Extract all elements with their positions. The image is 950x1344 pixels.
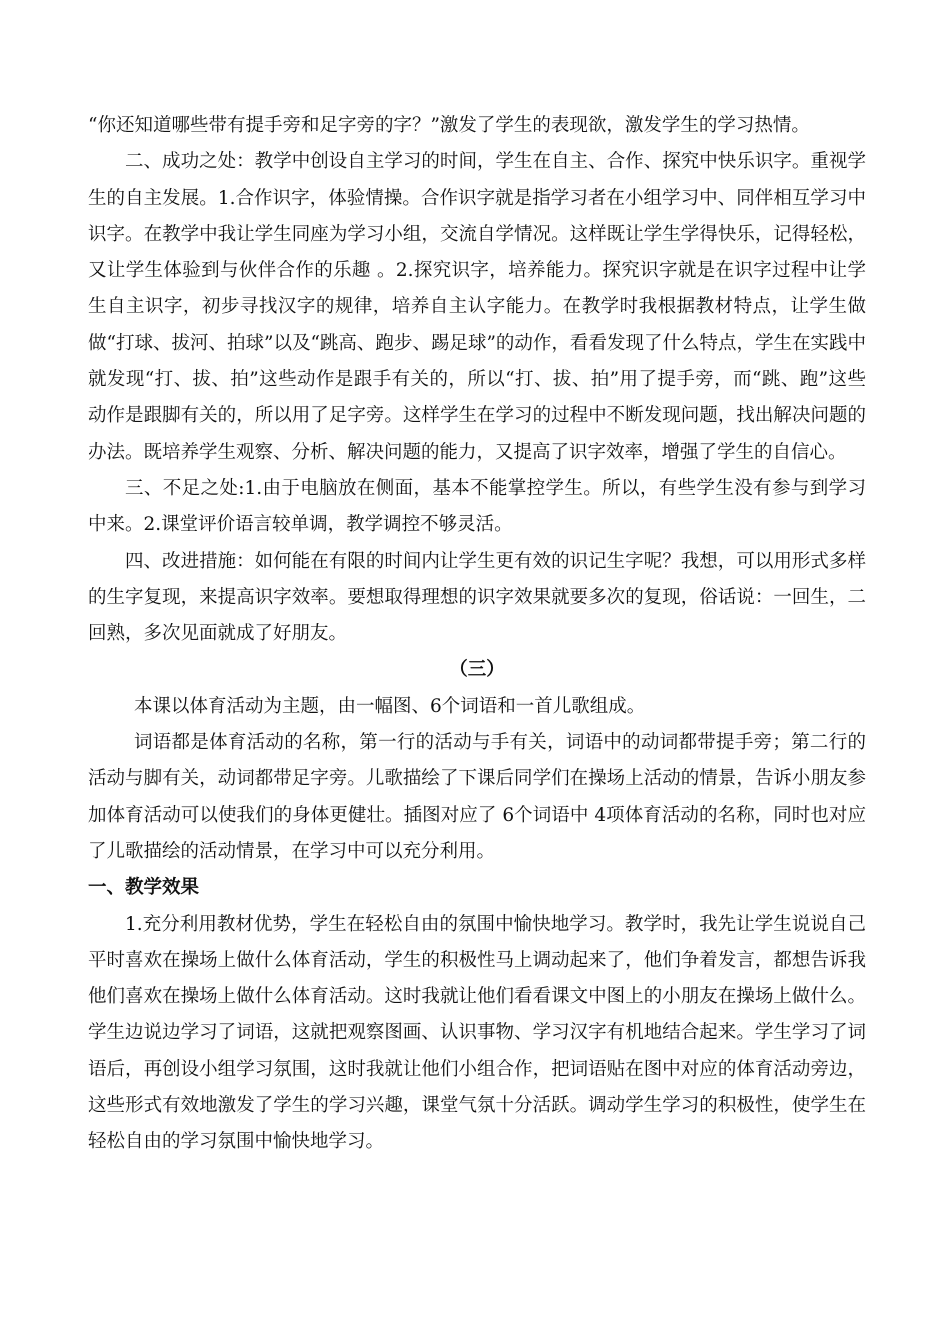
paragraph-success: 二、成功之处：教学中创设自主学习的时间，学生在自主、合作、探究中快乐识字。重视学生的自主发展。1.合作识字，体验情操。合作识字就是指学习者在小组学习中、同伴相互学习中识字。在教学中我让学生同座为学习小组，交流自学情况。这样既让学生学得快乐，记得轻松，又让学生体验到与伙伴合作的乐趣 。2.探究识字，培养能力。探究识字就是在识字过程中让学生自主识字，初步寻找汉字的规律，培养自主认字能力。在教学时我根据教材特点，让学生做做“打球、拔河、拍球”以及“跳高、跑步、踢足球”的动作，看看发现了什么特点，学生在实践中就发现“打、拔、拍”这些动作是跟手有关的，所以“打、拔、拍”用了提手旁，而“跳、跑”这些动作是跟脚有关的，所以用了足字旁。这样学生在学习的过程中不断发现问题，找出解决问题的办法。既培养学生观察、分析、解决问题的能力，又提高了识字效率，增强了学生的自信心。 (88, 151, 866, 463)
section-title: （三） (449, 659, 505, 681)
paragraph-teaching-effect: 1.充分利用教材优势，学生在轻松自由的氛围中愉快地学习。教学时，我先让学生说说自己平时喜欢在操场上做什么体育活动，学生的积极性马上调动起来了，他们争着发言，都想告诉我他们喜欢在操场上做什么体育活动。这时我就让他们看看课文中图上的小朋友在操场上做什么。学生边说边学习了词语，这就把观察图画、认识事物、学习汉字有机地结合起来。学生学习了词语后，再创设小组学习氛围，这时我就让他们小组合作，把词语贴在图中对应的体育活动旁边，这些形式有效地激发了学生的学习兴趣，课堂气氛十分活跃。调动学生学习的积极性，使学生在轻松自由的学习氛围中愉快地学习。 (88, 913, 866, 1153)
paragraph-continuation: “你还知道哪些带有提手旁和足字旁的字？”激发了学生的表现欲，激发学生的学习热情。 (88, 115, 810, 136)
subheading-teaching-effect: 一、教学效果 (88, 877, 200, 899)
paragraph-shortcomings: 三、不足之处:1.由于电脑放在侧面，基本不能掌控学生。所以，有些学生没有参与到学习中来。2.课堂评价语言较单调，教学调控不够灵活。 (88, 477, 866, 536)
paragraph-lesson-theme: 本课以体育活动为主题，由一幅图、6个词语和一首儿歌组成。 (134, 695, 646, 717)
paragraph-vocabulary: 词语都是体育活动的名称，第一行的活动与手有关，词语中的动词都带提手旁；第二行的活动与脚有关，动词都带足字旁。儿歌描绘了下课后同学们在操场上活动的情景，告诉小朋友参加体育活动可以使我们的身体更健壮。插图对应了 6个词语中 4项体育活动的名称，同时也对应了儿歌描绘的活动情景，在学习中可以充分利用。 (88, 732, 866, 862)
document-page (88, 108, 866, 1161)
paragraph-improvements: 四、改进措施：如何能在有限的时间内让学生更有效的识记生字呢？我想，可以用形式多样的生字复现，来提高识字效率。要想取得理想的识字效果就要多次的复现，俗话说：一回生，二回熟，多次见面就成了好朋友。 (88, 550, 866, 645)
